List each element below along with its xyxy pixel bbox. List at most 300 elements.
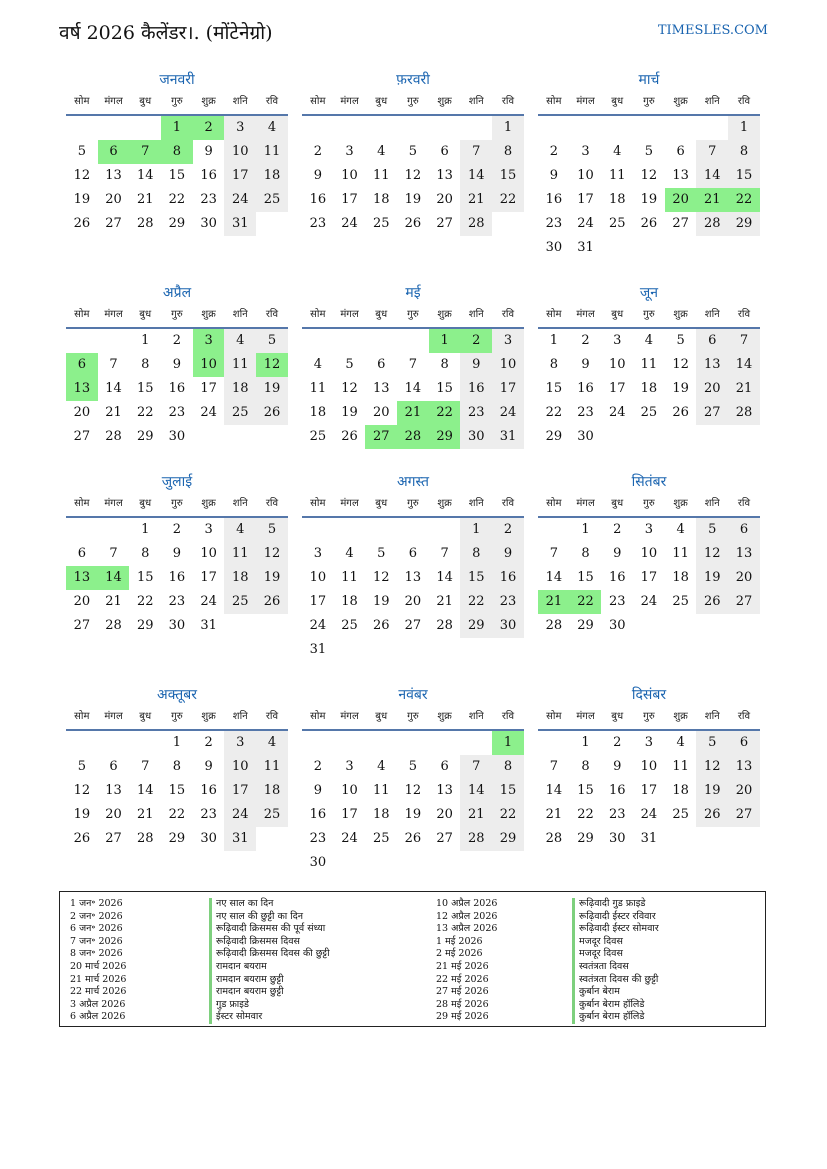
month-calendar [302, 472, 524, 662]
day-cell: 21 [538, 590, 570, 614]
day-cell: 26 [404, 216, 422, 231]
day-cell: 26 [372, 618, 390, 633]
day-cell: 26 [341, 429, 358, 444]
day-cell: 2 [172, 522, 182, 537]
empty-cell [460, 116, 492, 140]
day-cell: 15 [168, 783, 186, 798]
day-cell: 4 [613, 144, 622, 159]
day-cell: 10 [200, 546, 217, 561]
empty-cell [334, 116, 366, 140]
day-cell: 7 [728, 329, 760, 353]
day-cell: 24 [200, 405, 217, 420]
month-calendar [538, 685, 760, 851]
month-calendar [302, 70, 524, 236]
day-cell: 18 [256, 779, 288, 803]
day-cell: 17 [200, 570, 217, 585]
day-cell: 14 [136, 783, 154, 798]
day-cell: 11 [256, 755, 288, 779]
day-cell: 14 [545, 783, 563, 798]
holiday-date: 8 जन॰ 2026 [70, 948, 123, 960]
day-cell: 13 [66, 566, 98, 590]
day-cell: 3 [492, 329, 524, 353]
day-cell: 11 [672, 759, 689, 774]
weekday-label: शुक्र [437, 309, 452, 320]
day-cell: 18 [224, 377, 256, 401]
day-cell: 6 [109, 759, 118, 774]
day-cell: 17 [224, 779, 256, 803]
day-cell: 20 [696, 377, 728, 401]
day-cell: 13 [728, 542, 760, 566]
month-calendar [538, 70, 760, 260]
weekday-label: मंगल [576, 711, 595, 722]
day-cell: 23 [309, 831, 327, 846]
day-cell: 17 [492, 377, 524, 401]
day-cell: 8 [161, 140, 193, 164]
day-cell: 23 [200, 807, 217, 822]
weekday-header [538, 705, 760, 731]
weekday-label: मंगल [104, 309, 123, 320]
day-cell: 12 [696, 755, 728, 779]
weekday-label: शनि [704, 96, 720, 107]
day-cell: 12 [73, 783, 91, 798]
day-grid [66, 116, 288, 236]
day-cell: 12 [640, 168, 658, 183]
day-cell: 6 [440, 144, 449, 159]
day-cell: 29 [136, 429, 154, 444]
day-cell: 8 [141, 546, 150, 561]
weekday-label: सोम [310, 96, 326, 107]
day-cell: 8 [440, 357, 449, 372]
weekday-label: गुरु [407, 309, 419, 320]
weekday-label: सोम [546, 498, 562, 509]
day-cell: 6 [676, 144, 685, 159]
weekday-header [538, 90, 760, 116]
day-cell: 24 [309, 618, 327, 633]
weekday-label: सोम [310, 309, 326, 320]
day-cell: 20 [728, 779, 760, 803]
day-cell: 24 [608, 405, 626, 420]
month-name: अप्रैल [162, 285, 192, 301]
holiday-name: रूढ़िवादी क्रिसमस दिवस [209, 936, 330, 949]
weekday-label: बुध [611, 96, 624, 107]
day-cell: 29 [168, 216, 186, 231]
day-cell: 9 [460, 353, 492, 377]
empty-cell [66, 731, 98, 755]
day-cell: 10 [577, 168, 594, 183]
empty-cell [98, 518, 130, 542]
day-cell: 10 [492, 353, 524, 377]
day-cell: 9 [204, 144, 213, 159]
weekday-label: मंगल [104, 498, 123, 509]
day-cell: 29 [545, 429, 563, 444]
holiday-names-col-2 [572, 898, 659, 1024]
day-cell: 11 [672, 546, 689, 561]
day-cell: 26 [696, 590, 728, 614]
weekday-label: शनि [232, 711, 248, 722]
day-cell: 29 [577, 831, 594, 846]
day-cell: 4 [313, 357, 322, 372]
day-cell: 18 [608, 192, 626, 207]
holiday-date: 20 मार्च 2026 [70, 960, 127, 972]
empty-cell [365, 116, 397, 140]
day-cell: 18 [256, 164, 288, 188]
day-cell: 3 [313, 546, 322, 561]
empty-cell [98, 329, 130, 353]
day-cell: 8 [492, 755, 524, 779]
day-cell: 13 [672, 168, 689, 183]
holiday-name: रूढ़िवादी ईस्टर सोमवार [572, 923, 659, 936]
empty-cell [334, 731, 366, 755]
holiday-name: रूढ़िवादी क्रिसमस दिवस की छुट्टी [209, 948, 330, 961]
day-cell: 4 [676, 735, 685, 750]
day-cell: 3 [345, 144, 354, 159]
holiday-name: रूढ़िवादी ईस्टर रविवार [572, 911, 659, 924]
weekday-header [538, 492, 760, 518]
day-cell: 27 [105, 831, 122, 846]
day-cell: 10 [640, 759, 658, 774]
day-cell: 22 [168, 192, 186, 207]
holiday-name: मजदूर दिवस [572, 948, 659, 961]
day-cell: 6 [408, 546, 418, 561]
day-cell: 2 [549, 144, 558, 159]
day-cell: 15 [136, 381, 154, 396]
month-calendar [538, 283, 760, 449]
day-cell: 6 [377, 357, 386, 372]
day-cell: 23 [168, 405, 186, 420]
weekday-label: सोम [310, 498, 326, 509]
day-cell: 3 [224, 731, 256, 755]
day-cell: 20 [73, 594, 91, 609]
day-cell: 14 [728, 353, 760, 377]
weekday-label: गुरु [643, 711, 655, 722]
day-cell: 18 [372, 807, 390, 822]
day-cell: 11 [372, 783, 390, 798]
empty-cell [66, 329, 98, 353]
empty-cell [365, 329, 397, 353]
day-cell: 15 [460, 566, 492, 590]
day-cell: 15 [168, 168, 186, 183]
weekday-label: रवि [265, 309, 279, 320]
weekday-label: गुरु [407, 711, 419, 722]
weekday-header [302, 303, 524, 329]
day-cell: 18 [672, 570, 689, 585]
day-cell: 19 [341, 405, 358, 420]
day-cell: 31 [224, 212, 256, 236]
day-cell: 23 [168, 594, 186, 609]
day-cell: 30 [608, 831, 626, 846]
month-name: जुलाई [161, 474, 193, 490]
day-cell: 29 [460, 614, 492, 638]
day-cell: 19 [256, 566, 288, 590]
day-cell: 17 [309, 594, 327, 609]
day-cell: 22 [492, 803, 524, 827]
day-cell: 11 [341, 570, 358, 585]
day-cell: 22 [460, 590, 492, 614]
day-cell: 6 [77, 546, 86, 561]
day-grid [66, 731, 288, 851]
day-cell: 11 [256, 140, 288, 164]
day-cell: 22 [136, 405, 154, 420]
day-cell: 21 [460, 188, 492, 212]
day-cell: 4 [256, 731, 288, 755]
month-name: जून [639, 285, 659, 301]
month-calendar [302, 685, 524, 875]
day-cell: 7 [141, 759, 150, 774]
day-grid [66, 518, 288, 638]
day-cell: 23 [460, 401, 492, 425]
weekday-label: शनि [468, 96, 484, 107]
day-cell: 27 [696, 401, 728, 425]
holiday-date: 13 अप्रैल 2026 [436, 923, 498, 935]
day-cell: 10 [309, 570, 327, 585]
day-cell: 28 [460, 827, 492, 851]
weekday-label: बुध [375, 96, 388, 107]
day-grid [538, 329, 760, 449]
day-cell: 25 [224, 590, 256, 614]
holiday-dates-col-2 [436, 898, 497, 1024]
day-cell: 30 [200, 831, 217, 846]
day-cell: 19 [73, 807, 91, 822]
day-cell: 14 [105, 381, 122, 396]
day-cell: 7 [696, 140, 728, 164]
day-cell: 17 [341, 192, 358, 207]
day-cell: 29 [429, 425, 461, 449]
month-name: मार्च [638, 72, 660, 88]
holiday-date: 6 जन॰ 2026 [70, 923, 123, 935]
day-cell: 8 [172, 759, 182, 774]
day-cell: 1 [581, 522, 590, 537]
day-cell: 1 [492, 116, 524, 140]
day-cell: 28 [728, 401, 760, 425]
day-cell: 15 [436, 381, 453, 396]
day-cell: 19 [404, 192, 422, 207]
weekday-label: शुक्र [437, 711, 452, 722]
day-cell: 25 [640, 405, 658, 420]
weekday-label: शुक्र [673, 498, 688, 509]
holiday-date: 27 मई 2026 [436, 986, 489, 998]
day-cell: 26 [696, 803, 728, 827]
day-cell: 30 [200, 216, 217, 231]
day-cell: 19 [696, 779, 728, 803]
day-cell: 5 [644, 144, 654, 159]
holiday-name: रूढ़िवादी क्रिसमस की पूर्व संध्या [209, 923, 330, 936]
day-cell: 20 [728, 566, 760, 590]
weekday-label: शनि [704, 309, 720, 320]
day-cell: 25 [224, 401, 256, 425]
day-cell: 13 [105, 783, 122, 798]
holiday-date: 2 जन॰ 2026 [70, 910, 123, 922]
weekday-label: शनि [232, 498, 248, 509]
empty-cell [570, 116, 602, 140]
weekday-label: मंगल [104, 711, 123, 722]
day-cell: 8 [460, 542, 492, 566]
weekday-label: शुक्र [673, 96, 688, 107]
day-cell: 7 [408, 357, 418, 372]
day-cell: 3 [644, 735, 654, 750]
day-cell: 5 [345, 357, 354, 372]
holiday-name: रामदान बयराम छुट्टी [209, 974, 330, 987]
day-cell: 15 [577, 570, 594, 585]
day-cell: 5 [696, 518, 728, 542]
day-cell: 3 [224, 116, 256, 140]
day-cell: 9 [172, 546, 182, 561]
holiday-date: 28 मई 2026 [436, 998, 489, 1010]
day-cell: 28 [136, 216, 154, 231]
weekday-label: गुरु [171, 498, 183, 509]
day-cell: 1 [549, 333, 558, 348]
day-cell: 5 [696, 731, 728, 755]
empty-cell [397, 329, 429, 353]
empty-cell [98, 731, 130, 755]
weekday-label: मंगल [340, 96, 359, 107]
empty-cell [538, 731, 570, 755]
day-cell: 16 [168, 570, 186, 585]
holiday-date: 12 अप्रैल 2026 [436, 910, 498, 922]
day-cell: 6 [728, 518, 760, 542]
empty-cell [538, 116, 570, 140]
day-cell: 9 [492, 542, 524, 566]
day-cell: 17 [640, 783, 658, 798]
day-cell: 18 [309, 405, 327, 420]
day-cell: 16 [577, 381, 594, 396]
weekday-label: बुध [139, 711, 152, 722]
day-cell: 18 [640, 381, 658, 396]
day-grid [302, 116, 524, 236]
day-cell: 12 [256, 353, 288, 377]
day-cell: 24 [341, 831, 358, 846]
day-cell: 19 [404, 807, 422, 822]
day-cell: 11 [224, 353, 256, 377]
day-cell: 5 [77, 144, 86, 159]
weekday-header [302, 705, 524, 731]
holiday-name: रूढ़िवादी गुड फ्राइडे [572, 898, 659, 911]
holiday-date: 22 मार्च 2026 [70, 986, 127, 998]
weekday-label: सोम [74, 498, 90, 509]
day-cell: 25 [608, 216, 626, 231]
day-cell: 11 [608, 168, 626, 183]
day-cell: 16 [200, 783, 217, 798]
empty-cell [665, 116, 697, 140]
day-cell: 10 [224, 755, 256, 779]
day-cell: 31 [577, 240, 594, 255]
day-cell: 22 [492, 188, 524, 212]
day-cell: 27 [105, 216, 122, 231]
day-cell: 12 [404, 168, 422, 183]
day-cell: 27 [404, 618, 422, 633]
day-cell: 1 [492, 731, 524, 755]
day-cell: 3 [345, 759, 354, 774]
day-cell: 3 [644, 522, 654, 537]
day-cell: 20 [665, 188, 697, 212]
day-cell: 23 [309, 216, 327, 231]
day-cell: 6 [98, 140, 130, 164]
weekday-label: रवि [265, 711, 279, 722]
day-cell: 7 [109, 546, 118, 561]
day-cell: 12 [696, 542, 728, 566]
holiday-name: नए साल की छुट्टी का दिन [209, 911, 330, 924]
month-calendar [66, 472, 288, 638]
holiday-date: 2 मई 2026 [436, 948, 483, 960]
day-cell: 13 [696, 353, 728, 377]
day-cell: 7 [460, 755, 492, 779]
holiday-name: स्वतंत्रता दिवस की छुट्टी [572, 974, 659, 987]
day-cell: 15 [577, 783, 594, 798]
day-cell: 1 [429, 329, 461, 353]
day-cell: 17 [640, 570, 658, 585]
empty-cell [397, 116, 429, 140]
day-cell: 8 [549, 357, 558, 372]
day-cell: 29 [136, 618, 154, 633]
weekday-label: रवि [501, 96, 515, 107]
weekday-label: मंगल [340, 711, 359, 722]
day-cell: 4 [377, 144, 386, 159]
weekday-label: सोम [310, 711, 326, 722]
day-cell: 19 [256, 377, 288, 401]
empty-cell [334, 518, 366, 542]
empty-cell [397, 731, 429, 755]
day-cell: 9 [204, 759, 213, 774]
day-cell: 12 [256, 542, 288, 566]
holiday-list [59, 891, 766, 1027]
day-cell: 1 [141, 333, 150, 348]
weekday-label: शुक्र [673, 309, 688, 320]
day-cell: 30 [545, 240, 563, 255]
day-grid [302, 731, 524, 875]
day-cell: 25 [341, 618, 358, 633]
day-cell: 22 [136, 594, 154, 609]
empty-cell [429, 116, 461, 140]
day-cell: 26 [73, 831, 91, 846]
day-cell: 12 [404, 783, 422, 798]
day-cell: 9 [581, 357, 590, 372]
month-name: जनवरी [159, 72, 195, 88]
day-cell: 24 [224, 188, 256, 212]
day-cell: 2 [613, 735, 622, 750]
empty-cell [66, 116, 98, 140]
day-cell: 7 [109, 357, 118, 372]
day-cell: 16 [492, 566, 524, 590]
day-cell: 19 [372, 594, 390, 609]
day-cell: 23 [545, 216, 563, 231]
weekday-label: मंगल [576, 96, 595, 107]
empty-cell [429, 518, 461, 542]
day-cell: 20 [436, 807, 453, 822]
day-cell: 31 [224, 827, 256, 851]
day-cell: 1 [581, 735, 590, 750]
weekday-label: शनि [468, 498, 484, 509]
day-cell: 21 [728, 377, 760, 401]
site-link[interactable]: TIMESLES.COM [657, 23, 768, 38]
empty-cell [334, 329, 366, 353]
weekday-label: गुरु [171, 309, 183, 320]
day-cell: 19 [73, 192, 91, 207]
day-cell: 16 [460, 377, 492, 401]
holiday-name: रामदान बयराम छुट्टी [209, 986, 330, 999]
weekday-label: बुध [139, 96, 152, 107]
weekday-label: बुध [375, 498, 388, 509]
day-cell: 8 [141, 357, 150, 372]
day-cell: 16 [200, 168, 217, 183]
holiday-date: 22 मई 2026 [436, 973, 489, 985]
day-cell: 5 [408, 144, 418, 159]
day-cell: 22 [429, 401, 461, 425]
day-cell: 17 [341, 807, 358, 822]
weekday-label: शनि [704, 498, 720, 509]
weekday-label: रवि [501, 309, 515, 320]
day-cell: 31 [200, 618, 217, 633]
empty-cell [302, 731, 334, 755]
day-cell: 4 [224, 518, 256, 542]
